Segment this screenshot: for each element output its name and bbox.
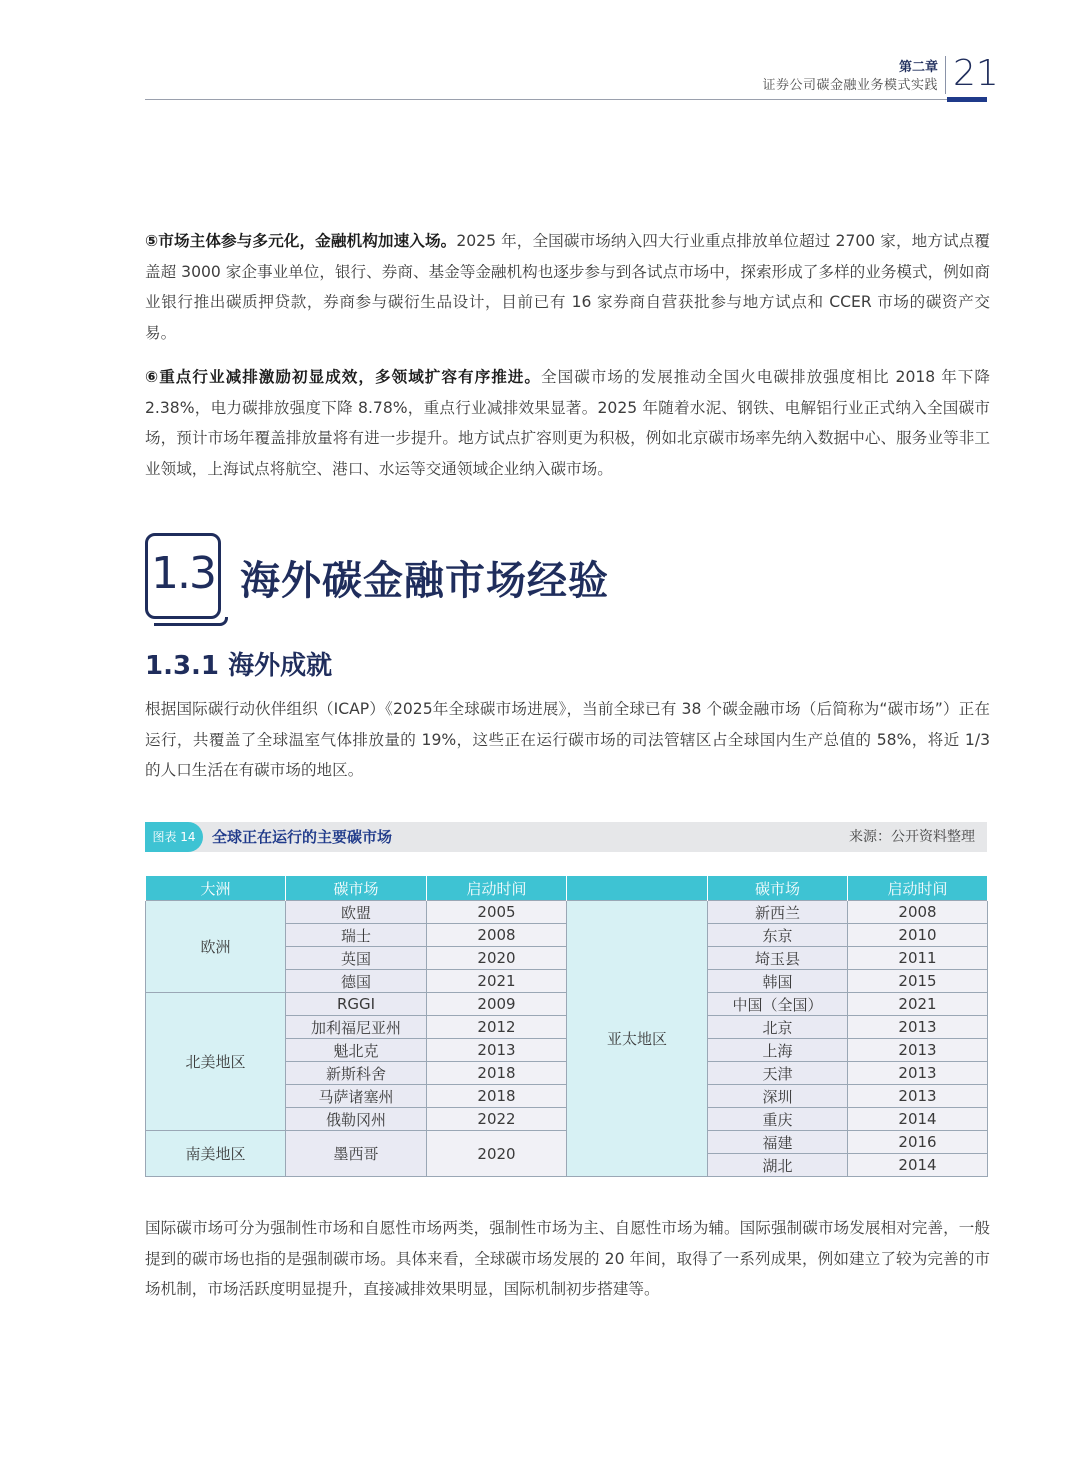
market-cell: 重庆 [708,1108,848,1131]
year-cell: 2013 [848,1016,988,1039]
market-cell: 俄勒冈州 [286,1108,427,1131]
paragraph-lead: ⑤市场主体参与多元化，金融机构加速入场。 [145,232,457,250]
header-cell: 启动时间 [848,876,988,901]
year-cell: 2020 [427,947,567,970]
header-cell: 碳市场 [286,876,427,901]
market-cell: 新西兰 [708,901,848,924]
market-cell: 加利福尼亚州 [286,1016,427,1039]
header-rule [145,99,987,100]
figure-tag: 图表 14 [145,822,203,852]
section-number: 1.3 [151,548,215,599]
market-cell: 福建 [708,1131,848,1154]
carbon-markets-table [145,876,988,1177]
year-cell: 2014 [848,1154,988,1177]
table-row [146,901,988,924]
year-cell: 2018 [427,1085,567,1108]
chapter-subtitle: 证券公司碳金融业务模式实践 [762,78,938,93]
page-number: 21 [953,53,999,94]
header-divider [945,56,946,94]
market-cell: 魁北克 [286,1039,427,1062]
market-cell: 马萨诸塞州 [286,1085,427,1108]
year-cell: 2020 [427,1131,567,1177]
table-header-row [146,876,988,901]
market-cell: 天津 [708,1062,848,1085]
paragraph-emission-incentives [145,362,990,484]
year-cell: 2021 [848,993,988,1016]
year-cell: 2014 [848,1108,988,1131]
paragraph-intro: 根据国际碳行动伙伴组织（ICAP）《2025年全球碳市场进展》，当前全球已有 38 个碳金融市场（后简称为“碳市场”）正在运行，共覆盖了全球温室气体排放量的 19%，这些正在运行碳市场的司法管辖区占全球国内生产总值的 58%，将近 1/3 的人口生活在有碳市场的地区。 [145,700,990,779]
year-cell: 2016 [848,1131,988,1154]
chapter-label: 第二章 [898,60,938,75]
subsection-title: 1.3.1 海外成就 [145,651,333,681]
paragraph-body: 2025 年，全国碳市场纳入四大行业重点排放单位超过 2700 家，地方试点覆盖超 3000 家企事业单位，银行、券商、基金等金融机构也逐步参与到各试点市场中，探索形成了多样的业务模式，例如商业银行推出碳质押贷款，券商参与碳衍生品设计，目前已有 16 家券商自营获批参与地方试点和 CCER 市场的碳资产交易。 [145,232,990,342]
market-cell: 欧盟 [286,901,427,924]
region-cell: 欧洲 [146,901,286,993]
section-title: 海外碳金融市场经验 [240,558,609,604]
section-number-badge [145,533,221,619]
year-cell: 2008 [427,924,567,947]
figure-source: 来源：公开资料整理 [849,829,975,845]
region-cell: 亚太地区 [567,901,708,1177]
figure-caption-bar [145,822,987,852]
market-cell: 东京 [708,924,848,947]
market-cell: 上海 [708,1039,848,1062]
market-cell: 深圳 [708,1085,848,1108]
market-cell: 中国（全国） [708,993,848,1016]
market-cell: 湖北 [708,1154,848,1177]
year-cell: 2018 [427,1062,567,1085]
paragraph-market-participants [145,226,990,348]
year-cell: 2013 [427,1039,567,1062]
region-cell: 南美地区 [146,1131,286,1177]
paragraph-closing: 国际碳市场可分为强制性市场和自愿性市场两类，强制性市场为主、自愿性市场为辅。国际强制碳市场发展相对完善，一般提到的碳市场也指的是强制碳市场。具体来看，全球碳市场发展的 20 年间，取得了一系列成果，例如建立了较为完善的市场机制，市场活跃度明显提升，直接减排效果明显，国际机制初步搭建等。 [145,1219,990,1298]
region-cell: 北美地区 [146,993,286,1131]
header-cell: 大洲 [146,876,286,901]
market-cell: 埼玉县 [708,947,848,970]
market-cell: 英国 [286,947,427,970]
year-cell: 2012 [427,1016,567,1039]
year-cell: 2021 [427,970,567,993]
market-cell: 德国 [286,970,427,993]
paragraph-lead: ⑥重点行业减排激励初显成效，多领域扩容有序推进。 [145,368,541,386]
year-cell: 2015 [848,970,988,993]
market-cell: 北京 [708,1016,848,1039]
figure-title: 全球正在运行的主要碳市场 [212,828,393,846]
year-cell: 2010 [848,924,988,947]
header-cell: 碳市场 [708,876,848,901]
year-cell: 2005 [427,901,567,924]
paragraph-body: 全国碳市场的发展推动全国火电碳排放强度相比 2018 年下降 2.38%，电力碳排放强度下降 8.78%，重点行业减排效果显著。2025 年随着水泥、钢铁、电解铝行业正式纳入全国碳市场，预计市场年覆盖排放量将有进一步提升。地方试点扩容则更为积极，例如北京碳市场率先纳入数据中心、服务业等非工业领域，上海试点将航空、港口、水运等交通领域企业纳入碳市场。 [145,368,990,478]
market-cell: 新斯科舍 [286,1062,427,1085]
year-cell: 2008 [848,901,988,924]
year-cell: 2022 [427,1108,567,1131]
year-cell: 2013 [848,1085,988,1108]
year-cell: 2013 [848,1062,988,1085]
year-cell: 2011 [848,947,988,970]
market-cell: 墨西哥 [286,1131,427,1177]
header-accent-bar [947,97,987,102]
market-cell: 瑞士 [286,924,427,947]
year-cell: 2013 [848,1039,988,1062]
market-cell: 韩国 [708,970,848,993]
year-cell: 2009 [427,993,567,1016]
header-cell: 启动时间 [427,876,567,901]
header-cell [567,876,708,901]
market-cell: RGGI [286,993,427,1016]
